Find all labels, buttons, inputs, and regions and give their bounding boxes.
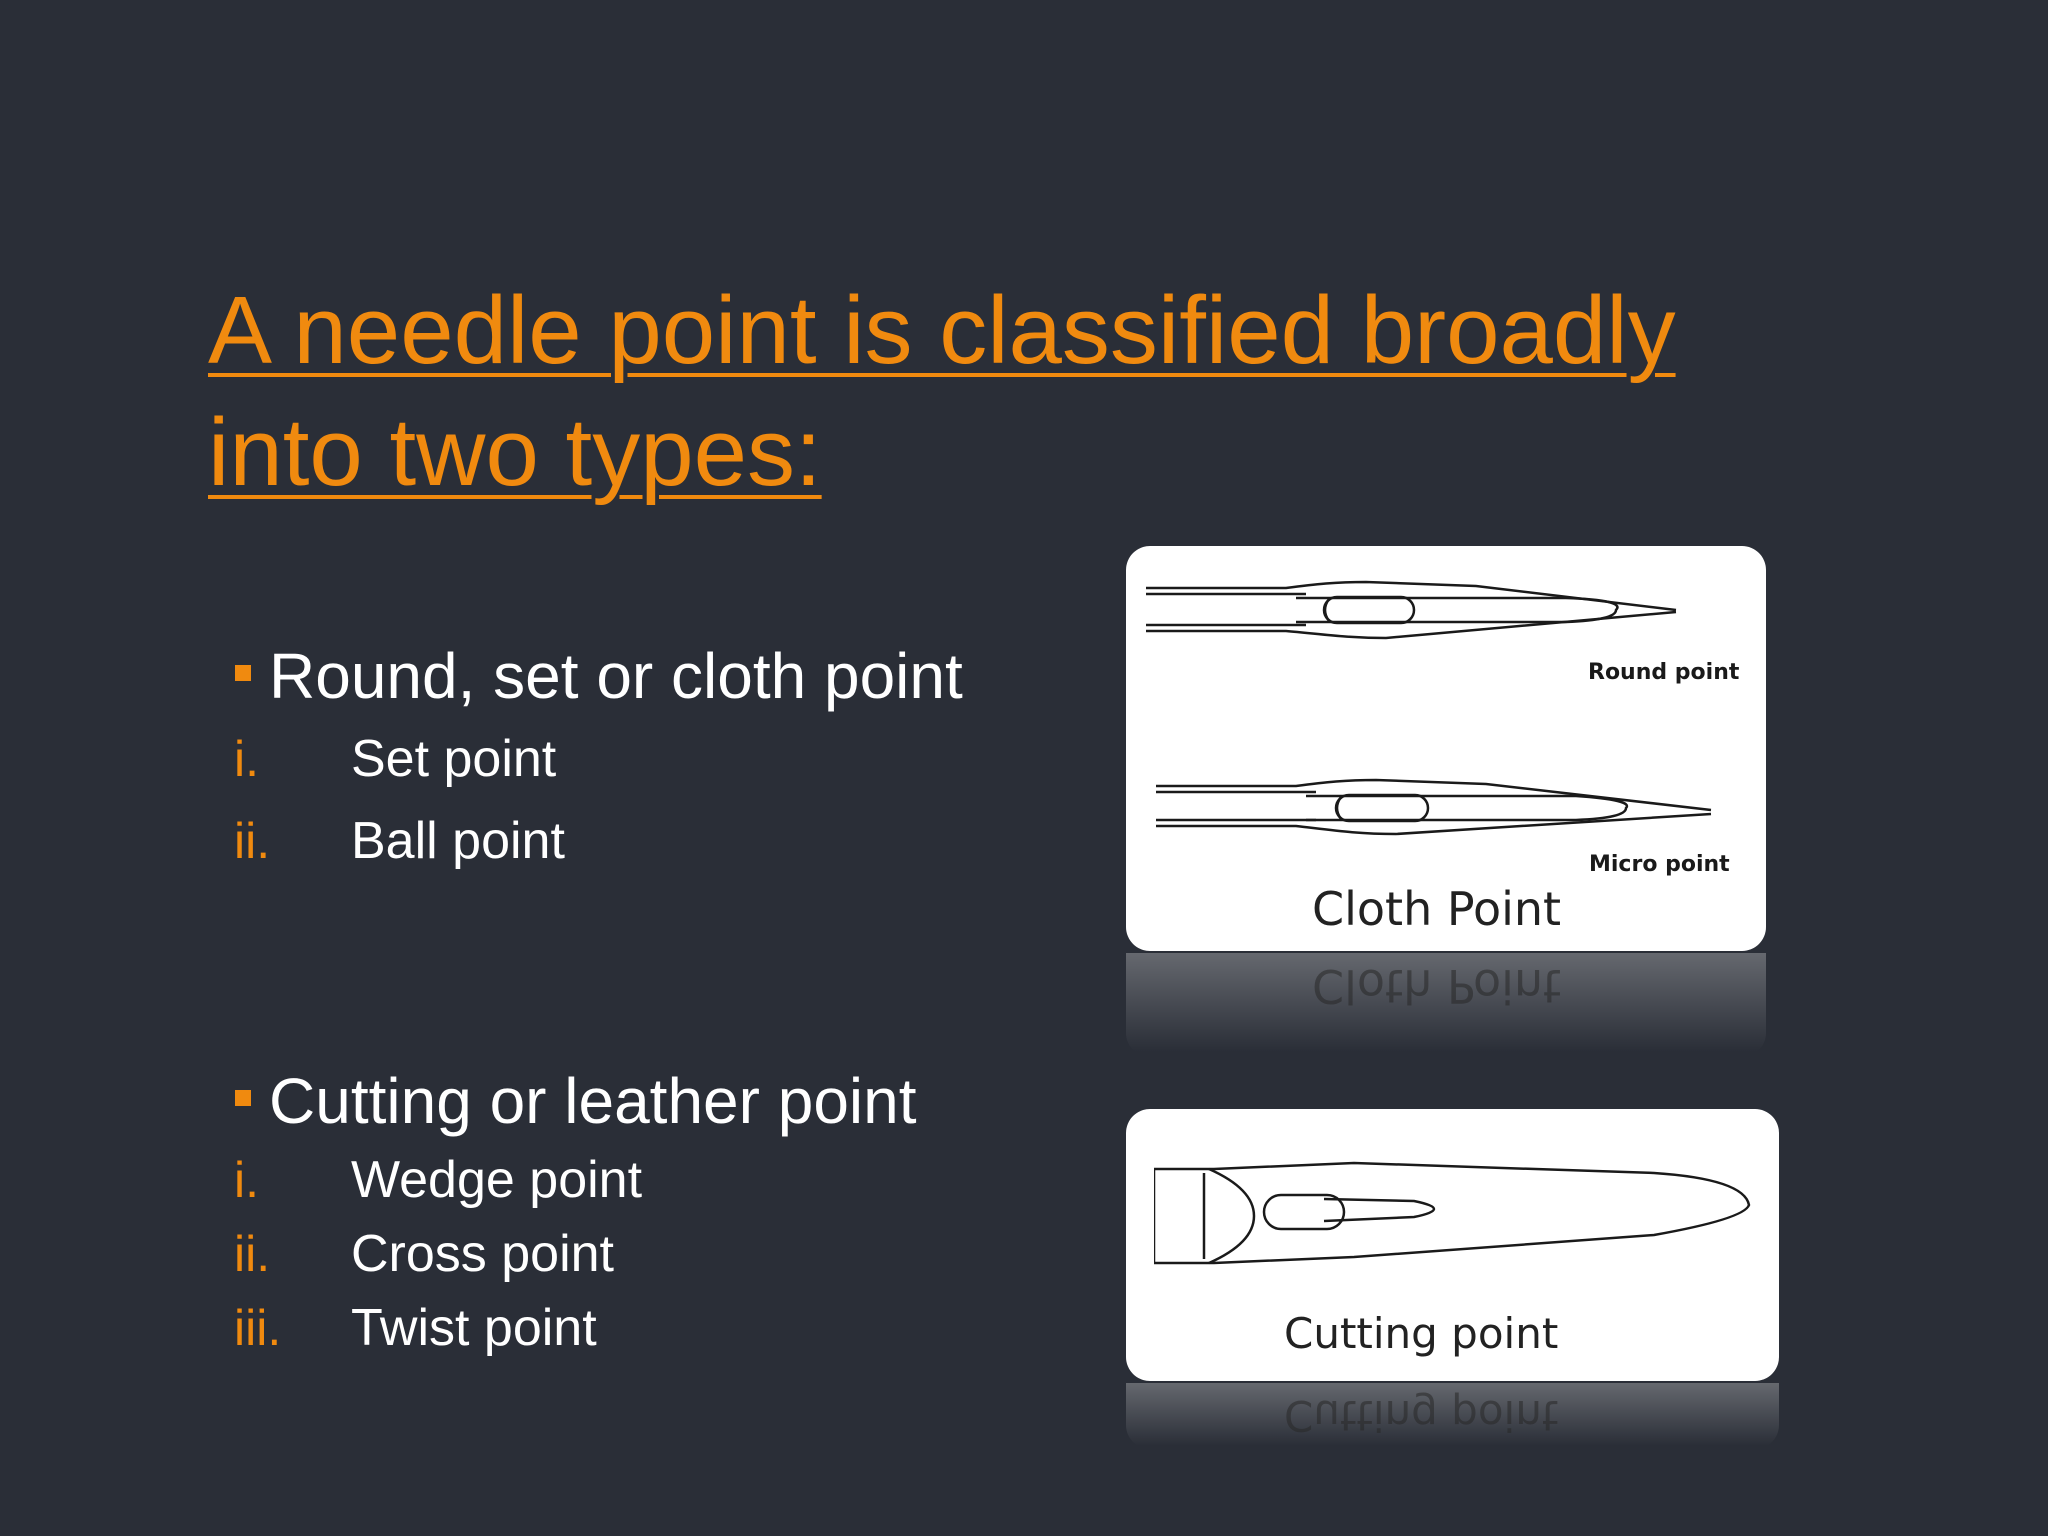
- cloth-point-reflection-text: Cloth Point: [1312, 959, 1562, 1013]
- list-item-label: Set point: [351, 730, 557, 788]
- cloth-point-reflection: [1126, 953, 1766, 1057]
- list-item: [235, 800, 963, 882]
- section-heading: [235, 634, 963, 718]
- section-cutting-point: [235, 1059, 917, 1365]
- list-numeral: ii.: [234, 813, 271, 869]
- list-numeral: ii.: [234, 1226, 271, 1282]
- list-item-label: Wedge point: [351, 1151, 643, 1209]
- sub-list: [235, 1143, 917, 1365]
- list-item-label: Ball point: [351, 812, 565, 870]
- square-bullet-icon: [235, 1090, 251, 1106]
- list-item: [235, 1143, 917, 1217]
- section-heading: [235, 1059, 917, 1143]
- cutting-point-needle-icon: [1154, 1159, 1754, 1269]
- section-round-point: [235, 634, 963, 882]
- list-numeral: i.: [234, 731, 259, 787]
- micro-point-label: Micro point: [1589, 852, 1730, 877]
- list-item: [235, 718, 963, 800]
- section-label: Round, set or cloth point: [269, 640, 963, 712]
- cutting-point-reflection-text: Cutting point: [1284, 1391, 1559, 1440]
- list-numeral: iii.: [234, 1300, 282, 1356]
- cutting-point-figure: [1126, 1109, 1779, 1381]
- cutting-point-caption: Cutting point: [1284, 1309, 1559, 1358]
- cutting-point-reflection: [1126, 1383, 1779, 1449]
- cloth-point-caption: Cloth Point: [1312, 882, 1562, 936]
- sub-list: [235, 718, 963, 882]
- cloth-point-figure: [1126, 546, 1766, 951]
- list-item-label: Twist point: [351, 1299, 597, 1357]
- slide-title: A needle point is classified broadly into two types:: [208, 277, 1676, 506]
- list-item-label: Cross point: [351, 1225, 614, 1283]
- round-point-needle-icon: [1146, 576, 1706, 646]
- micro-point-needle-icon: [1156, 776, 1726, 846]
- square-bullet-icon: [235, 665, 251, 681]
- round-point-label: Round point: [1588, 660, 1740, 685]
- list-item: [235, 1217, 917, 1291]
- list-numeral: i.: [234, 1152, 259, 1208]
- section-label: Cutting or leather point: [269, 1065, 917, 1137]
- list-item: [235, 1291, 917, 1365]
